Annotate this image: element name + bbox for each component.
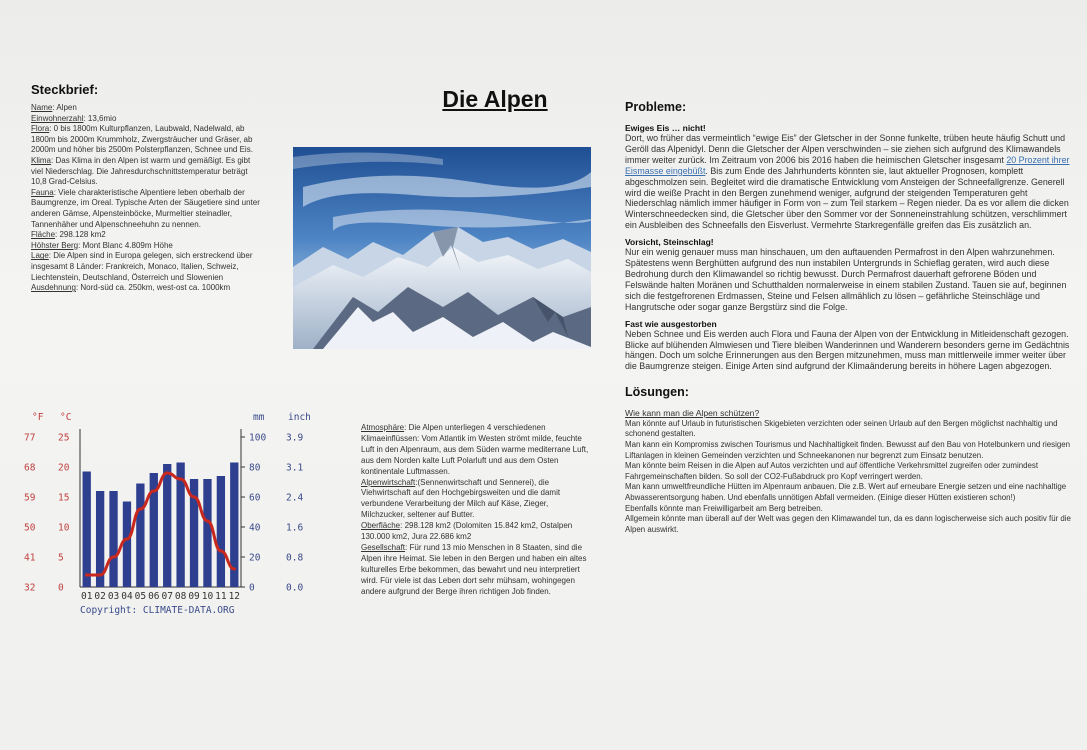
celsius-axis-label: °C <box>60 412 72 423</box>
loesungen-list <box>625 419 1080 536</box>
fahrenheit-tick: 50 <box>24 522 36 534</box>
steckbrief-item-text: : 0 bis 1800m Kulturpflanzen, Laubwald, Nadelwald, ab 1800m bis 2000m Krummholz, Zwergsträucher und Gräser, ab 2000m und höher bis 2500m Polsterpflanzen, Schnee und Eis. <box>31 124 253 155</box>
temperature-point <box>125 537 128 540</box>
inch-tick: 0.0 <box>286 582 304 594</box>
temperature-point <box>233 567 236 570</box>
loesungen-question: Wie kann man die Alpen schützen? <box>625 408 760 419</box>
temperature-point <box>179 477 182 480</box>
precipitation-bar <box>217 476 225 587</box>
section-text-steinschlag: Nur ein wenig genauer muss man hinschauen, um den auftauenden Permafrost in den Alpen wahrzunehmen. Spätestens wenn Berghütten aufgrund des nun instabilen Untergrunds in Schieflag geraten, wird auch diese Bedrohung durch den Klimawandel so richtig bewusst. Durch Permafrost dauerhaft gefrorene Böden und Felswände halten Moränen und Schutthalden normalerweise in einem stabilen Zustand. Tauen sie auf, beginnen sich die festgefrorenen Erdmassen, Steine und Felsen allmählich zu lösen – gefährliche Steinschläge und Hangrutsche oder sogar ganze Bergstürz sind die Folge. <box>625 247 1067 312</box>
steckbrief-item <box>31 156 263 188</box>
mm-tick: 60 <box>249 492 261 504</box>
temperature-line <box>87 473 235 575</box>
middle-info-label: Gesellschaft <box>361 542 406 552</box>
precipitation-bar <box>83 472 91 588</box>
loesung-line: Man kann umweltfreundliche Hütten im Alpenraum anbauen. Die z.B. Wert auf erneubare Energie setzen und eine nachhaltige Abwasserentsorgung haben. Und ebenfalls unnötigen Abfall vermeiden. (Einige dieser Hütten existieren schon!) <box>625 482 1067 502</box>
middle-info-item <box>361 521 593 543</box>
fahrenheit-tick: 41 <box>24 552 36 564</box>
temperature-point <box>166 471 169 474</box>
celsius-tick: 15 <box>58 492 70 504</box>
middle-info-item <box>361 478 593 522</box>
steckbrief-item-text: : 13,6mio <box>83 113 117 123</box>
celsius-tick: 20 <box>58 462 70 474</box>
month-tick-label: 03 <box>107 591 120 602</box>
steckbrief-list <box>31 103 263 294</box>
inch-tick: 3.9 <box>286 432 304 444</box>
middle-info-text: : Für rund 13 mio Menschen in 8 Staaten, sind die Alpen ihre Heimat. Sie leben in den Bergen und haben ein altes kulturelles Erbe bekommen, das bewahrt und neu interpretiert wird. Für viele ist das Leben dort sehr mühsam, wohingegen andere aufgrund der Berge ihren richtigen Job finden. <box>361 542 587 596</box>
mm-tick: 100 <box>249 432 267 444</box>
steckbrief-item <box>31 230 263 241</box>
temperature-point <box>192 495 195 498</box>
probleme-heading: Probleme: <box>625 100 687 114</box>
month-tick-label: 09 <box>188 591 200 602</box>
precipitation-bar <box>203 479 211 587</box>
steckbrief-item-text: : Nord-süd ca. 250km, west-ost ca. 1000km <box>75 283 231 293</box>
steckbrief-item-label: Klima <box>31 155 52 165</box>
probleme-loesungen-section <box>625 100 1080 535</box>
loesung-line: Man könnte beim Reisen in die Alpen auf Autos verzichten und auf öffentliche Verkehrsmittel zugreifen oder zumindest Fahrgemeinschaften bilden. So soll der CO2-Fußabdruck pro Kopf verringert werden. <box>625 461 1039 481</box>
climate-chart <box>20 405 320 620</box>
loesung-line: Man könnte auf Urlaub in futuristischen Skigebieten verzichten oder seinen Urlaub auf den Bergen möglichst nachhaltig und schonend gestalten. <box>625 418 1058 439</box>
month-tick-label: 01 <box>80 591 93 602</box>
steckbrief-item-label: Fauna <box>31 187 54 197</box>
steckbrief-heading: Steckbrief: <box>31 82 99 97</box>
month-tick-label: 07 <box>161 591 173 602</box>
celsius-tick: 25 <box>58 432 70 444</box>
month-tick-label: 04 <box>121 591 133 602</box>
middle-info-text: : Die Alpen unterliegen 4 verschiedenen Klimaeinflüssen: Vom Atlantik im Westen strömt milde, feuchte Luft in den Alpenraum, aus dem Süden warme mediterrane Luft, aus dem Norden kalte Luft Polarluft und aus dem Osten kontinentale Luftmassen. <box>361 423 589 476</box>
precipitation-bar <box>163 464 171 587</box>
precipitation-bar <box>136 484 144 588</box>
mm-axis-label: mm <box>253 412 265 423</box>
page-title: Die Alpen <box>442 86 548 112</box>
temperature-point <box>219 549 222 552</box>
steckbrief-item <box>31 241 263 252</box>
section-text-ewiges-eis <box>625 133 1080 231</box>
steckbrief-item <box>31 114 263 125</box>
fahrenheit-tick: 68 <box>24 462 36 474</box>
steckbrief-item-label: Fläche <box>31 230 56 240</box>
fahrenheit-tick: 32 <box>24 582 36 594</box>
mm-tick: 20 <box>249 552 261 564</box>
steckbrief-item-label: Name <box>31 103 53 112</box>
fahrenheit-axis-label: °F <box>32 412 44 423</box>
steckbrief-item-text: : Viele charakteristische Alpentiere leben oberhalb der Baumgrenze, im Oreal. Typische Arten der Säugetiere sind unter anderen Gämse, Alpensteinböcke, Murmeltier steinadler, Tannenhäher und Alpenschneehuhn zu nennen. <box>31 187 260 229</box>
month-tick-label: 06 <box>148 591 160 602</box>
temperature-point <box>206 519 209 522</box>
loesung-line: Ebenfalls könnte man Freiwilligarbeit am Berg betreiben. <box>625 503 823 513</box>
steckbrief-item <box>31 283 263 294</box>
steckbrief-item-label: Höhster Berg <box>31 240 79 250</box>
steckbrief-item-label: Flora <box>31 124 50 134</box>
loesungen-heading: Lösungen: <box>625 385 689 400</box>
precipitation-bar <box>123 502 131 588</box>
middle-info-label: Alpenwirtschaft <box>361 477 416 487</box>
month-tick-label: 11 <box>215 591 227 602</box>
mm-tick: 40 <box>249 522 261 534</box>
text-after-link: . Bis zum Ende des Jahrhunderts könnten sie, laut aktueller Prognosen, komplett abgeschmolzen sein. Begleitet wird die dramatische Entwicklung vom Ansteigen der Schneefallgrenze. Generell wird die weiße Pracht in den Bergen zunehmend weniger, aufgrund der steigenden Temperaturen geht Niederschlag nämlich immer häufiger in Form von – zum Teil starkem – Regen nieder. Da es vor allem die dicken Winterschneedecken sind, die Gletscher über den Sommer vor der Sonneneinstrahlung schützen, verschlimmert ein Ausbleiben des Schneefalls den Eisverlust. Vermehrte Starkregenfälle greifen das Eis zusätzlich an. <box>625 165 1069 231</box>
steckbrief-item-label: Lage <box>31 251 49 261</box>
middle-info-section <box>361 423 593 598</box>
celsius-tick: 5 <box>58 552 64 564</box>
chart-copyright: Copyright: CLIMATE-DATA.ORG <box>80 605 235 616</box>
temperature-point <box>85 573 88 576</box>
inch-axis-label: inch <box>288 412 311 423</box>
middle-info-text: :(Sennenwirtschaft und Sennerei), die Viehwirtschaft auf den Hochgebirgsweiten und die damit verbundene Verarbeitung der Milch auf Käse, Zieger, Milchzucker, seltener auf Butter. <box>361 477 561 520</box>
section-text-ausgestorben: Neben Schnee und Eis werden auch Flora und Fauna der Alpen von der Entwicklung in Mitleidenschaft gezogen. Blicke auf blühenden Almwiesen und Tiere bleiben Wanderinnen und Wanderern besonders gerne im Gedächtnis hängen. Doch um solche Erinnerungen aus den Bergen mitzunehmen, muss man mittlerweile immer weiter über die Baumgrenze steigen. Einige Arten sind aufgrund der Klimaänderung bereits in höhere Lagen abgezogen. <box>625 328 1070 372</box>
loesung-line: Allgemein könnte man überall auf der Welt was gegen den Klimawandel tun, da es dann logischerweise sich auch positiv für die Alpen auswirkt. <box>625 514 1071 534</box>
steckbrief-item-label: Einwohnerzahl <box>31 113 84 123</box>
steckbrief-item-text: : Mont Blanc 4.809m Höhe <box>78 240 173 250</box>
temperature-point <box>152 489 155 492</box>
loesung-line: Man kann ein Kompromiss zwischen Tourismus und Nachhaltigkeit finden. Bewusst auf den Bau von Hotelbunkern und riesigen Liftanlagen in kleinen Gemeinden verzichten und Schneekanonen nur begrenzt zum Einsatz benutzen. <box>625 440 1071 460</box>
celsius-tick: 0 <box>58 582 64 594</box>
section-title-steinschlag: Vorsicht, Steinschlag! <box>625 237 714 248</box>
fahrenheit-tick: 77 <box>24 432 36 444</box>
text-before-link: Dort, wo früher das vermeintlich “ewige Eis” der Gletscher in der Sonne funkelte, trüben heute häufig Schutt und Geröll das Alpenidyl. Denn die Gletscher der Alpen verschwinden – sie ziehen sich aufgrund des Klimawandels immer weiter zurück. Im Zeitraum von 2006 bis 2016 haben die heimischen Gletscher insgesamt <box>625 133 1066 165</box>
celsius-tick: 10 <box>58 522 70 534</box>
steckbrief-section <box>31 82 263 294</box>
steckbrief-item <box>31 188 263 230</box>
inch-tick: 0.8 <box>286 552 304 564</box>
fahrenheit-tick: 59 <box>24 492 36 504</box>
middle-info-label: Oberfläche <box>361 521 401 531</box>
month-tick-label: 02 <box>94 591 106 602</box>
inch-tick: 2.4 <box>286 492 304 504</box>
inch-tick: 3.1 <box>286 462 304 474</box>
steckbrief-item <box>31 124 263 156</box>
steckbrief-item-label: Ausdehnung <box>31 283 76 293</box>
month-tick-label: 10 <box>201 591 214 602</box>
middle-info-text: : 298.128 km2 (Dolomiten 15.842 km2, Ostalpen 130.000 km2, Jura 22.686 km2 <box>361 521 573 542</box>
alps-photo <box>293 147 591 349</box>
middle-info-item <box>361 423 593 478</box>
middle-info-item <box>361 543 593 598</box>
steckbrief-item-text: : Die Alpen sind in Europa gelegen, sich erstreckend über insgesamt 8 Länder: Frankreich, Monaco, Italien, Schweiz, Liechtenstein, Deutschland, Österreich und Slowenien <box>31 251 253 282</box>
mm-tick: 80 <box>249 462 261 474</box>
temperature-point <box>99 573 102 576</box>
temperature-point <box>139 507 142 510</box>
steckbrief-item-text: : Das Klima in den Alpen ist warm und gemäßigt. Es gibt viel Niederschlag. Die Jahresdurchschnittstemperatur beträgt 10,8 Grad-Celsius. <box>31 155 251 187</box>
temperature-point <box>112 555 115 558</box>
inch-tick: 1.6 <box>286 522 304 534</box>
middle-info-label: Atmosphäre <box>361 423 405 432</box>
month-tick-label: 12 <box>228 591 241 602</box>
month-tick-label: 05 <box>134 591 147 602</box>
section-title-ewiges-eis: Ewiges Eis … nicht! <box>625 123 706 133</box>
month-tick-label: 08 <box>174 591 187 602</box>
eismasse-link[interactable]: 20 Prozent ihrer Eismasse eingebüßt <box>625 154 1070 176</box>
steckbrief-item-text: : 298.128 km2 <box>55 230 106 240</box>
steckbrief-item-text: : Alpen <box>52 103 77 112</box>
steckbrief-item <box>31 251 263 283</box>
mm-tick: 0 <box>249 582 255 594</box>
steckbrief-item <box>31 103 263 114</box>
precipitation-bar <box>109 491 117 587</box>
section-title-ausgestorben: Fast wie ausgestorben <box>625 318 717 329</box>
